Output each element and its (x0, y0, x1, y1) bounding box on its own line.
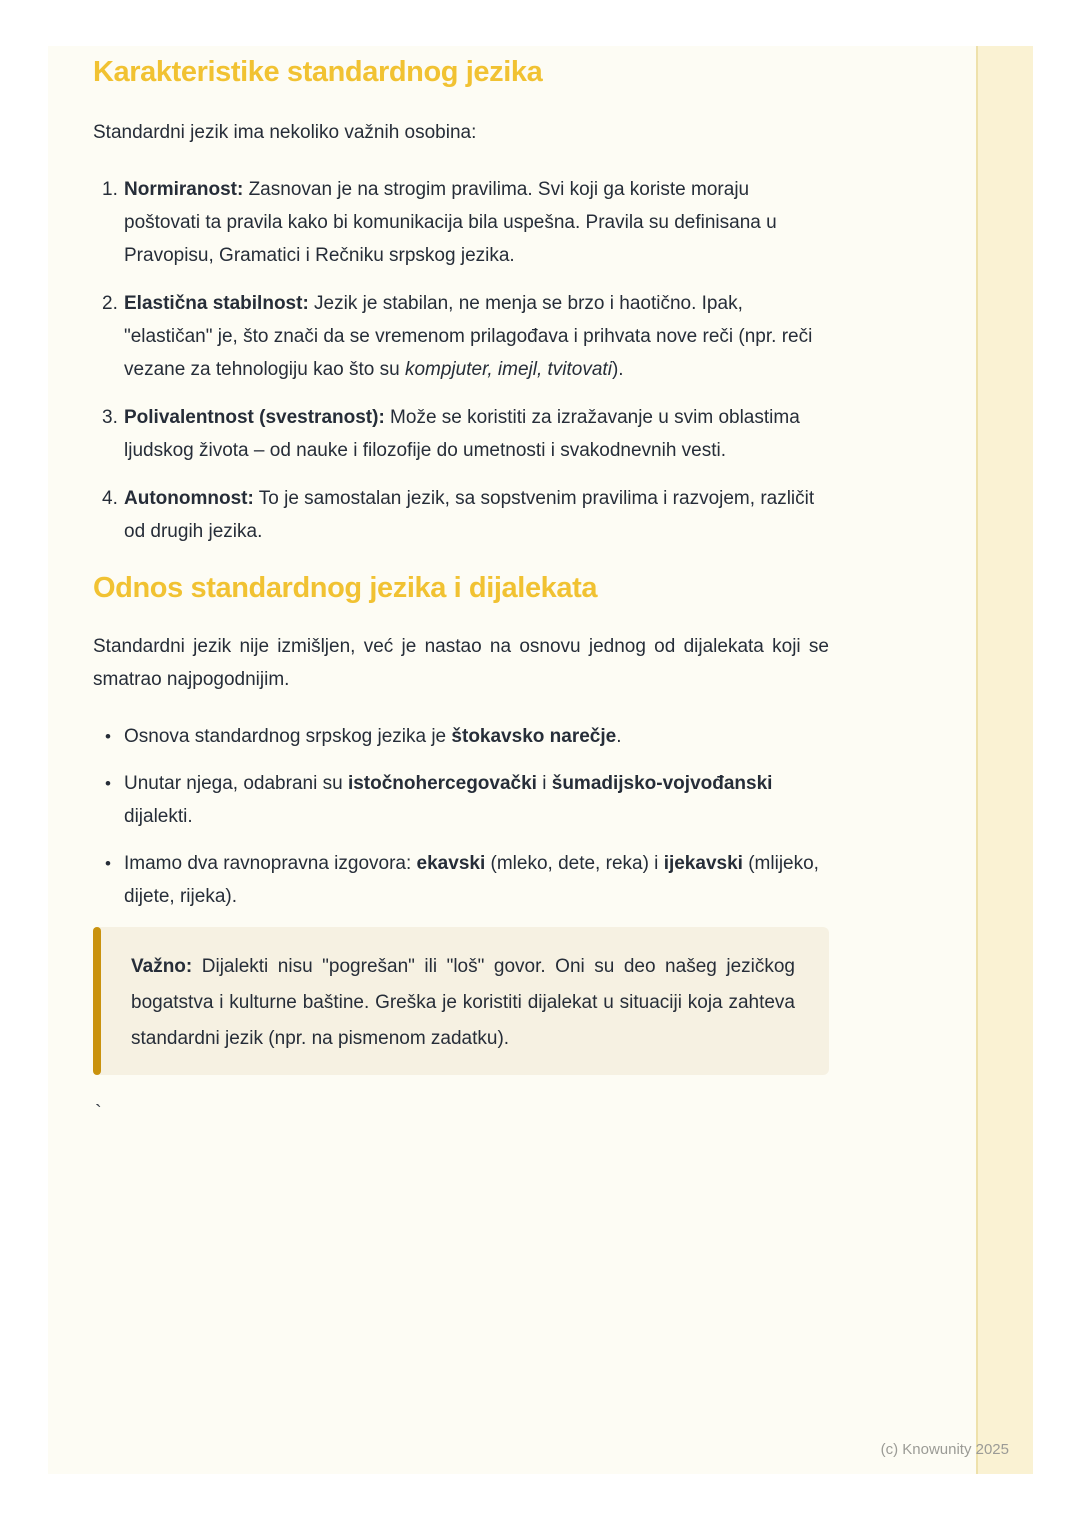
item-text (124, 482, 829, 548)
features-numbered-list (93, 173, 829, 548)
item-body-text: To je samostalan jezik, sa sopstvenim pravilima i razvojem, različit od drugih jezika. (124, 488, 815, 542)
item-text (124, 173, 829, 272)
bullet-icon: • (105, 727, 111, 746)
item-term: Normiranost: (124, 179, 244, 200)
section-title-dialects: Odnos standardnog jezika i dijalekata (93, 572, 598, 604)
bullet-item-dijalekti (93, 767, 829, 833)
item-text (124, 401, 829, 467)
intro-paragraph: Standardni jezik ima nekoliko važnih osobina: (93, 122, 477, 143)
item-number: 4. (102, 488, 118, 509)
item-body-text: Jezik je stabilan, ne menja se brzo i haotično. Ipak, "elastičan" je, što znači da se vremenom prilagođava i prihvata nove reči (npr. reči vezane za tehnologiju kao što su (124, 293, 813, 380)
important-callout (93, 927, 829, 1075)
item-term: Autonomnost: (124, 488, 254, 509)
bullet-body-text: . (616, 726, 622, 747)
dialects-paragraph: Standardni jezik nije izmišljen, već je nastao na osnovu jednog od dijalekata koji se smatrao najpogodnijim. (93, 636, 829, 690)
item-term: Elastična stabilnost: (124, 293, 309, 314)
bullet-body-text: (mleko, dete, reka) i (485, 853, 664, 874)
bullet-body-text: dijalekti. (124, 806, 193, 827)
bullet-bold-term: šumadijsko-vojvođanski (551, 773, 773, 794)
bullet-bold-term: ekavski (416, 853, 486, 874)
bullet-item-stokavsko (93, 720, 829, 753)
item-number: 2. (102, 293, 118, 314)
bullet-body-text: Imamo dva ravnopravna izgovora: (124, 853, 417, 874)
callout-body-text: Dijalekti nisu "pogrešan" ili "loš" govor. Oni su deo našeg jezičkog bogatstva i kulturne baštine. Greška je koristiti dijalekat u situaciji koja zahteva standardni jezik (npr. na pismenom zadatku). (131, 956, 795, 1049)
footer-copyright: (c) Knowunity 2025 (880, 1441, 1009, 1458)
document-content (93, 46, 829, 1125)
bullet-text (124, 767, 829, 833)
list-item-elasticna-stabilnost (93, 287, 829, 386)
list-item-polivalentnost (93, 401, 829, 467)
bullet-body-text: i (536, 773, 552, 794)
bullet-icon: • (105, 854, 111, 873)
section-title-characteristics: Karakteristike standardnog jezika (93, 56, 543, 88)
list-item-autonomnost (93, 482, 829, 548)
bullet-item-izgovori (93, 847, 829, 913)
bullet-body-text: Osnova standardnog srpskog jezika je (124, 726, 452, 747)
bullet-bold-term: istočnohercegovački (347, 773, 537, 794)
item-body-text: Zasnovan je na strogim pravilima. Svi koji ga koriste moraju poštovati ta pravila kako bi komunikacija bila uspešna. Pravila su definisana u Pravopisu, Gramatici i Rečniku srpskog jezika. (124, 179, 777, 266)
list-item-normiranost (93, 173, 829, 272)
document-page (48, 46, 1033, 1474)
callout-text (131, 949, 795, 1057)
item-italic-examples: kompjuter, imejl, tvitovati (404, 359, 612, 380)
item-text (124, 287, 829, 386)
bullet-body-text: (mlijeko, dijete, rijeka). (124, 853, 819, 907)
page-accent-stripe (976, 46, 1033, 1474)
stray-character: ` (95, 1102, 102, 1124)
item-body-text: Može se koristiti za izražavanje u svim oblastima ljudskog života – od nauke i filozofije do umetnosti i svakodnevnih vesti. (124, 407, 800, 461)
callout-label: Važno: (131, 956, 193, 977)
item-number: 3. (102, 407, 118, 428)
bullet-text (124, 720, 829, 753)
item-term: Polivalentnost (svestranost): (124, 407, 385, 428)
item-body-text-tail: ). (611, 359, 624, 380)
bullet-body-text: Unutar njega, odabrani su (124, 773, 348, 794)
bullet-icon: • (105, 774, 111, 793)
bullet-text (124, 847, 829, 913)
item-number: 1. (102, 179, 118, 200)
bullet-bold-term: ijekavski (663, 853, 743, 874)
dialects-bullet-list (93, 720, 829, 913)
bullet-bold-term: štokavsko narečje (451, 726, 617, 747)
